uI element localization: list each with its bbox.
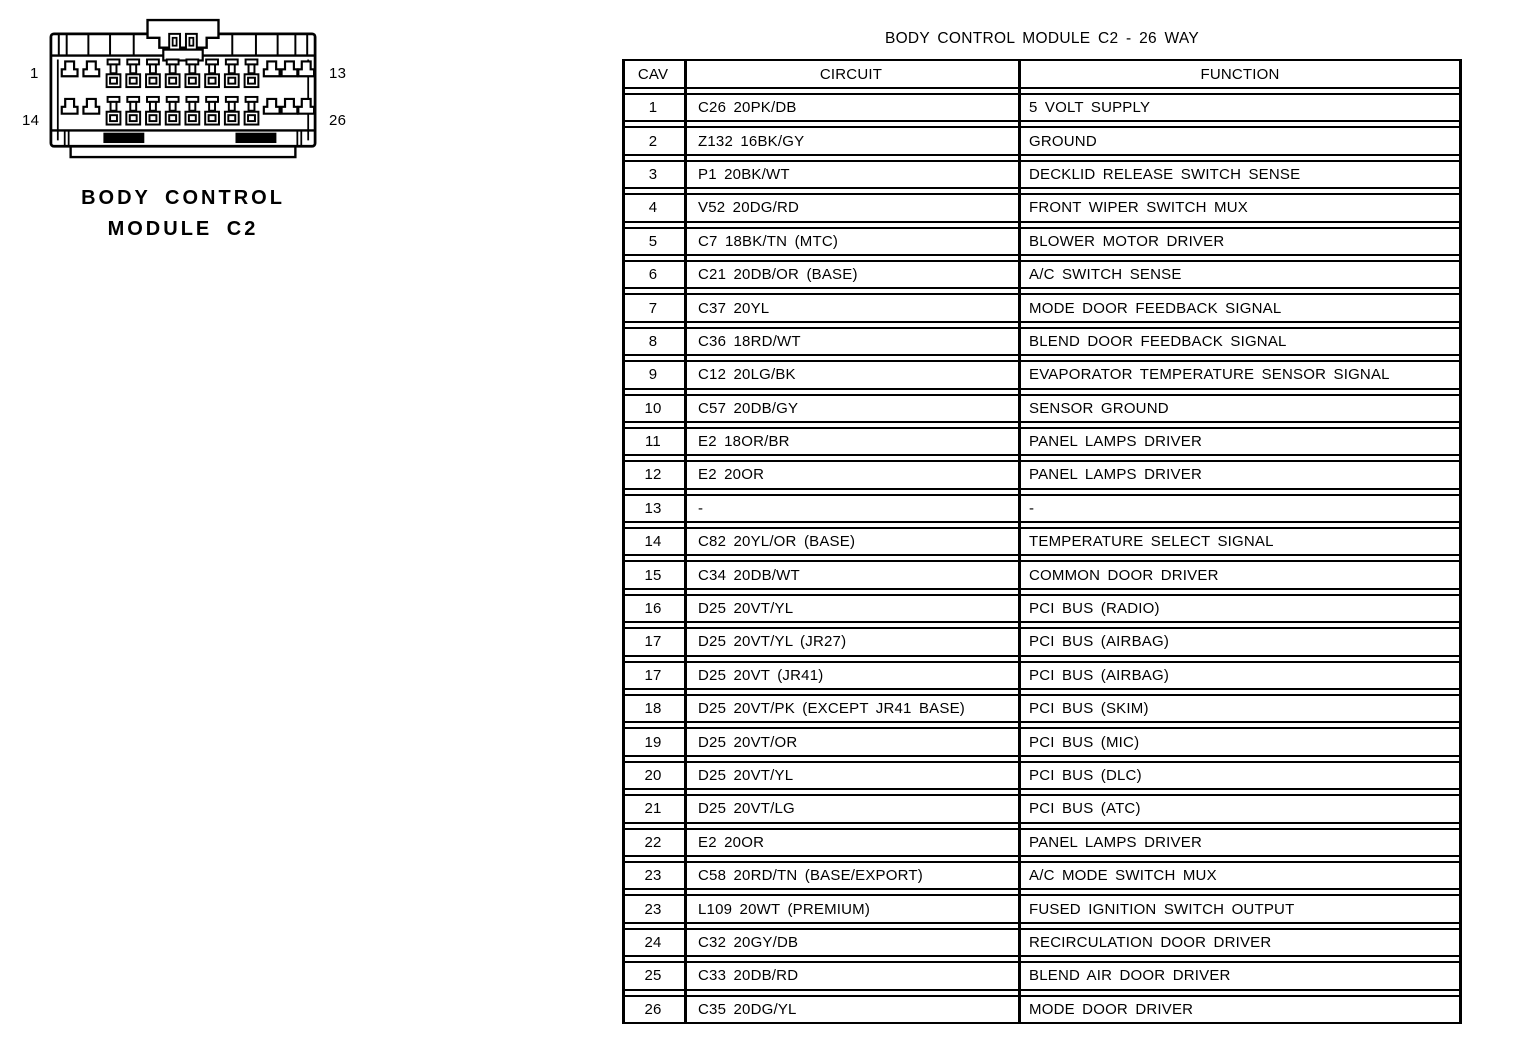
pinout-section [622,30,1462,1024]
cav-cell: 1 [648,99,658,117]
cav-cell: 12 [644,466,662,484]
circuit-cell: Z132 16BK/GY [698,132,805,150]
circuit-cell: E2 20OR [698,466,765,484]
pin-number-14: 14 [22,112,40,129]
function-cell: PCI BUS (MIC) [1029,733,1140,751]
circuit-cell: C21 20DB/OR (BASE) [698,266,858,284]
cav-cell: 20 [644,767,662,784]
table-left-border [622,59,625,1024]
cav-cell: 13 [644,499,662,517]
table-row [622,93,1462,122]
circuit-cell: C12 20LG/BK [698,366,796,384]
header-function: FUNCTION [1200,65,1280,83]
cav-cell: 22 [644,833,662,851]
table-row [622,694,1462,723]
table-row [622,661,1462,690]
function-cell: - [1029,499,1035,517]
function-cell: PCI BUS (SKIM) [1029,700,1149,718]
table-row [622,360,1462,389]
table-row [622,560,1462,589]
cav-cell: 11 [645,433,661,451]
pinout-table [622,59,1462,1024]
function-cell: SENSOR GROUND [1029,399,1169,417]
connector-caption-line2: MODULE C2 [107,218,259,240]
cav-cell: 24 [644,933,662,951]
function-cell: PCI BUS (AIRBAG) [1029,666,1170,684]
table-row [622,627,1462,656]
circuit-cell: C36 18RD/WT [698,332,801,350]
table-row [622,794,1462,823]
table-row [622,961,1462,990]
cav-cell: 9 [648,366,658,384]
circuit-cell: D25 20VT/YL (JR27) [698,633,847,651]
pin-number-1: 1 [30,65,39,82]
circuit-cell: C34 20DB/WT [698,566,800,584]
connector-caption-line1: BODY CONTROL [81,187,285,209]
table-row [622,427,1462,456]
table-row [622,293,1462,322]
pin-number-26: 26 [329,112,347,129]
table-row [622,861,1462,890]
circuit-cell: D25 20VT/YL [698,767,794,784]
function-cell: PCI BUS (DLC) [1029,767,1142,784]
table-title: BODY CONTROL MODULE C2 - 26 WAY [884,30,1200,47]
connector-diagram [0,0,420,260]
circuit-cell: D25 20VT (JR41) [698,666,824,684]
cav-cell: 26 [644,1000,662,1018]
table-row [622,160,1462,189]
cav-cell: 16 [644,600,662,618]
circuit-cell: C26 20PK/DB [698,99,797,117]
cav-cell: 8 [648,332,658,350]
function-cell: FUSED IGNITION SWITCH OUTPUT [1029,900,1295,918]
circuit-cell: E2 18OR/BR [698,433,790,451]
function-cell: EVAPORATOR TEMPERATURE SENSOR SIGNAL [1029,366,1390,384]
cav-cell: 3 [648,165,658,183]
cav-cell: 23 [644,867,662,885]
circuit-cell: C35 20DG/YL [698,1000,797,1018]
connector-caption [45,183,321,245]
circuit-cell: P1 20BK/WT [698,165,790,183]
table-row [622,327,1462,356]
function-cell: A/C SWITCH SENSE [1029,266,1182,284]
header-circuit: CIRCUIT [819,65,883,83]
circuit-cell: C32 20GY/DB [698,933,799,951]
function-cell: MODE DOOR FEEDBACK SIGNAL [1029,299,1282,317]
function-cell: PCI BUS (RADIO) [1029,600,1160,618]
circuit-cell: C37 20YL [698,299,770,317]
cav-cell: 17 [644,633,662,651]
cav-cell: 17 [644,666,662,684]
cav-cell: 19 [644,733,662,751]
circuit-cell: E2 20OR [698,833,765,851]
table-row [622,894,1462,923]
function-cell: GROUND [1029,132,1097,150]
function-cell: 5 VOLT SUPPLY [1029,99,1151,117]
table-right-border [1459,59,1462,1024]
function-cell: BLEND DOOR FEEDBACK SIGNAL [1029,332,1287,350]
circuit-cell: D25 20VT/LG [698,800,795,818]
cav-cell: 14 [644,533,662,551]
header-cav: CAV [637,65,669,83]
circuit-cell: D25 20VT/YL [698,600,794,618]
function-cell: A/C MODE SWITCH MUX [1029,867,1217,885]
cav-cell: 4 [648,199,658,217]
function-cell: FRONT WIPER SWITCH MUX [1029,199,1248,217]
table-row [622,761,1462,790]
function-cell: DECKLID RELEASE SWITCH SENSE [1029,165,1301,183]
circuit-cell: C82 20YL/OR (BASE) [698,533,856,551]
circuit-cell: C33 20DB/RD [698,967,799,985]
cav-circuit-divider [684,59,687,1024]
table-header-row [622,59,1462,89]
function-cell: PANEL LAMPS DRIVER [1029,833,1202,851]
cav-cell: 10 [644,399,662,417]
table-row [622,527,1462,556]
circuit-cell: V52 20DG/RD [698,199,800,217]
cav-cell: 7 [648,299,658,317]
cav-cell: 6 [648,266,658,284]
table-row [622,594,1462,623]
circuit-cell: C7 18BK/TN (MTC) [698,232,839,250]
function-cell: PCI BUS (AIRBAG) [1029,633,1170,651]
cav-cell: 5 [648,232,658,250]
table-row [622,928,1462,957]
cav-cell: 21 [644,800,662,818]
function-cell: RECIRCULATION DOOR DRIVER [1029,933,1272,951]
table-row [622,727,1462,756]
function-cell: TEMPERATURE SELECT SIGNAL [1029,533,1274,551]
circuit-cell: D25 20VT/PK (EXCEPT JR41 BASE) [698,700,965,718]
table-row [622,260,1462,289]
cav-cell: 25 [644,967,662,985]
circuit-cell: C58 20RD/TN (BASE/EXPORT) [698,867,923,885]
function-cell: PCI BUS (ATC) [1029,800,1141,818]
function-cell: BLOWER MOTOR DRIVER [1029,232,1225,250]
function-cell: MODE DOOR DRIVER [1029,1000,1194,1018]
table-row [622,460,1462,489]
cav-cell: 2 [648,132,658,150]
circuit-function-divider [1018,59,1021,1024]
function-cell: COMMON DOOR DRIVER [1029,566,1219,584]
cav-cell: 23 [644,900,662,918]
function-cell: PANEL LAMPS DRIVER [1029,466,1202,484]
circuit-cell: D25 20VT/OR [698,733,798,751]
table-row [622,227,1462,256]
connector-graphic-icon [45,14,321,172]
table-row [622,394,1462,423]
cav-cell: 18 [644,700,662,718]
table-body [622,93,1462,1024]
pin-number-13: 13 [329,65,347,82]
cav-cell: 15 [644,566,662,584]
table-row [622,494,1462,523]
function-cell: BLEND AIR DOOR DRIVER [1029,967,1231,985]
table-row [622,995,1462,1024]
circuit-cell: - [698,499,704,517]
function-cell: PANEL LAMPS DRIVER [1029,433,1202,451]
table-row [622,126,1462,155]
table-row [622,828,1462,857]
table-row [622,193,1462,222]
circuit-cell: L109 20WT (PREMIUM) [698,900,871,918]
circuit-cell: C57 20DB/GY [698,399,799,417]
